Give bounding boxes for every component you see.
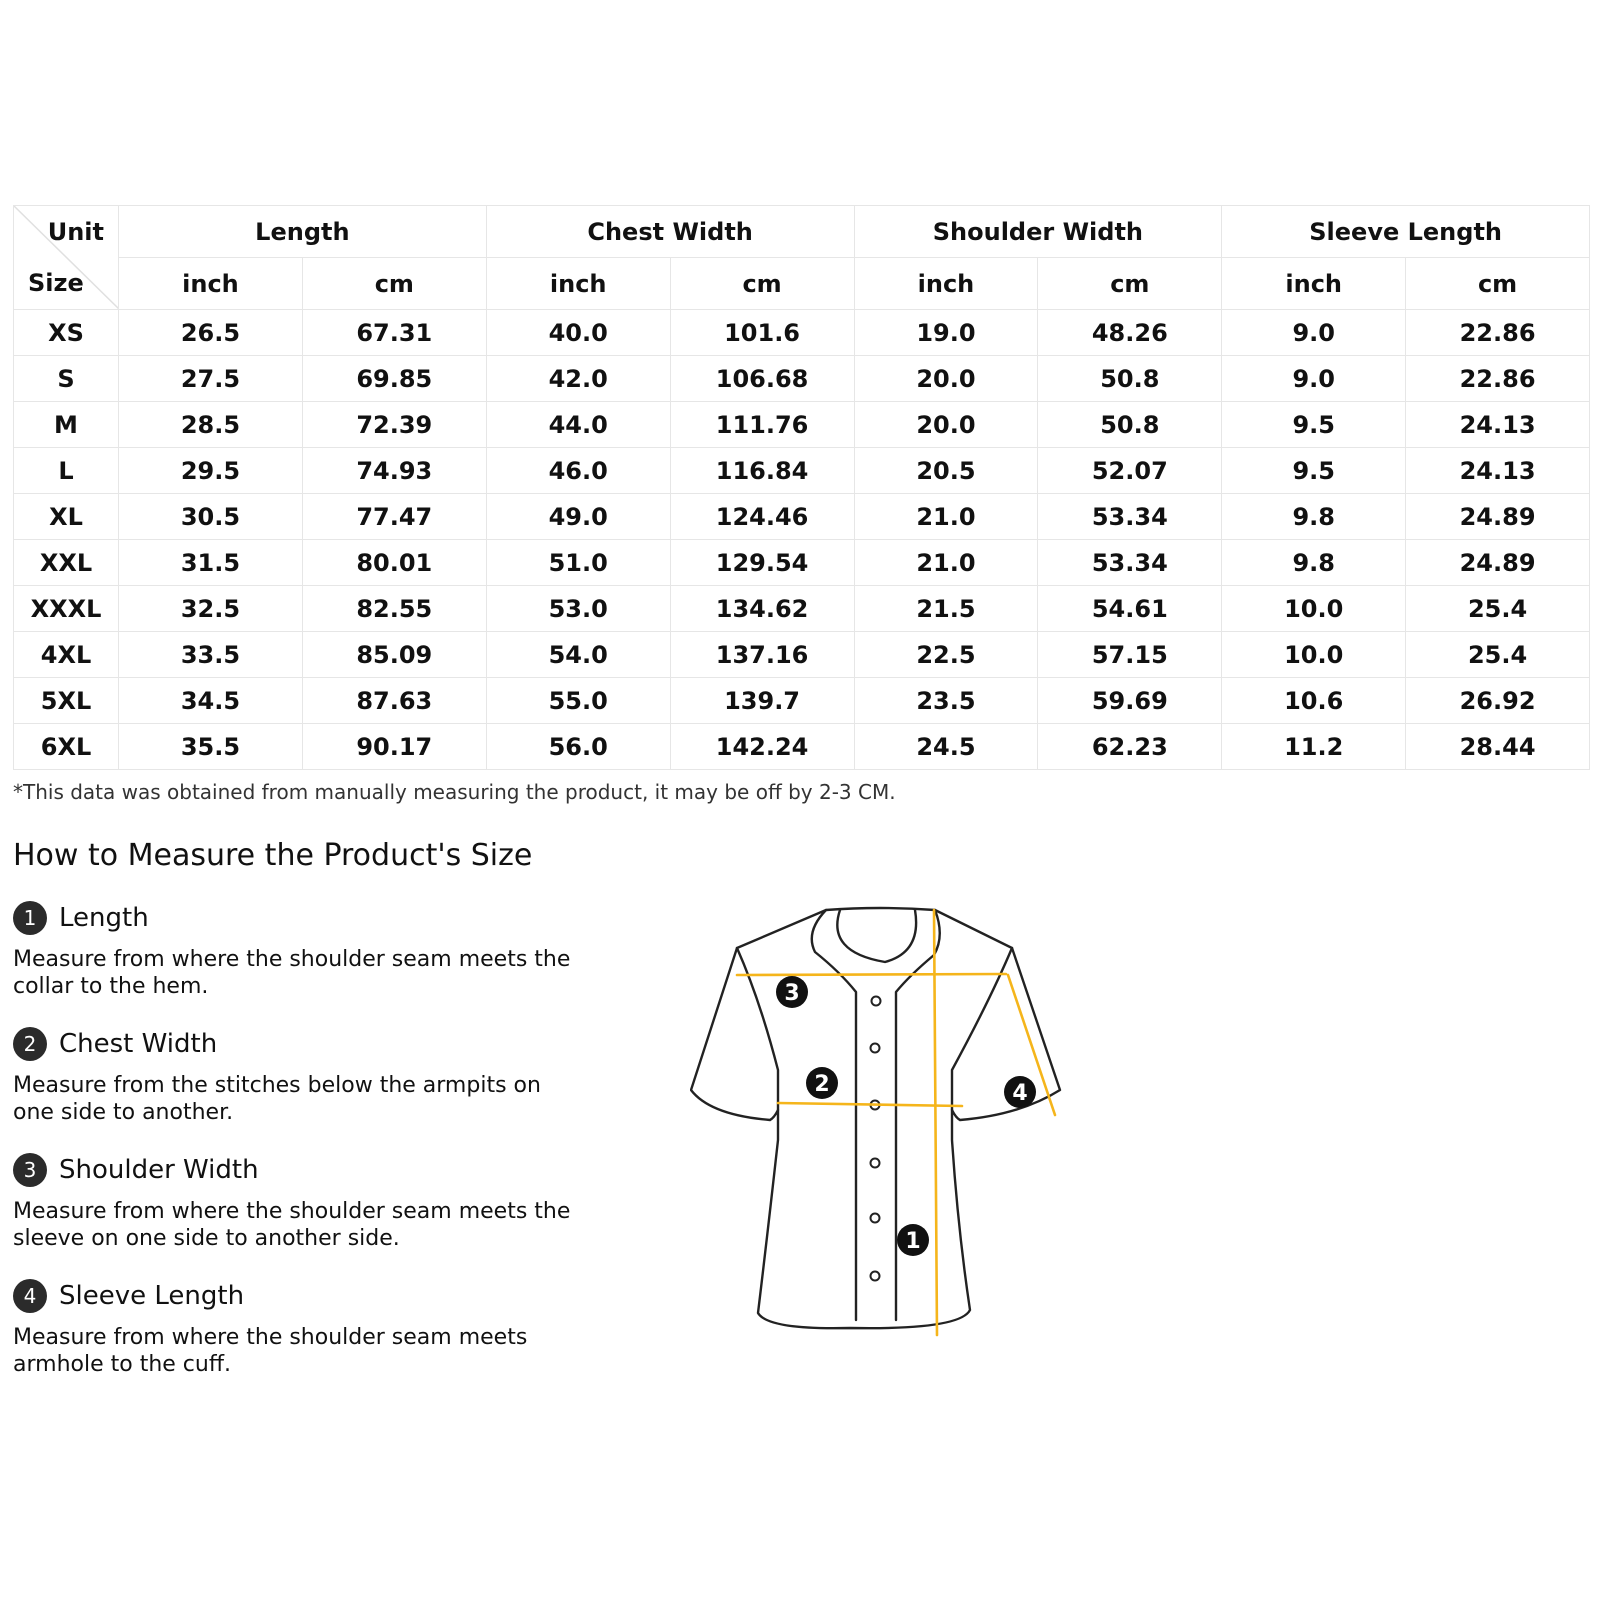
step-description: Measure from where the shoulder seam meets the collar to the hem. [13,947,571,999]
measurement-cell: 137.16 [670,632,854,678]
button [871,1159,880,1168]
table-row [14,724,1590,770]
measurement-cell: 48.26 [1038,310,1222,356]
measurement-cell: 24.13 [1406,448,1590,494]
button [871,1214,880,1223]
collar [812,910,856,1320]
shirt-measurement-diagram [690,880,1070,1340]
table-row [14,678,1590,724]
measurement-cell: 50.8 [1038,356,1222,402]
unit-header-cell: inch [854,258,1038,310]
measurement-cell: 142.24 [670,724,854,770]
unit-header-cell: inch [119,258,303,310]
marker-label: 3 [784,981,800,1006]
measurement-cell: 26.92 [1406,678,1590,724]
measurement-cell: 40.0 [486,310,670,356]
measurement-cell: 28.44 [1406,724,1590,770]
measurement-cell: 28.5 [119,402,303,448]
measurement-cell: 90.17 [302,724,486,770]
marker-label: 4 [1012,1081,1028,1106]
size-chart-table [13,205,1590,770]
measurement-cell: 49.0 [486,494,670,540]
unit-header-cell: cm [670,258,854,310]
measurement-cell: 21.0 [854,494,1038,540]
measurement-cell: 35.5 [119,724,303,770]
sleeve-seam [737,948,778,1110]
measurement-cell: 22.5 [854,632,1038,678]
table-row [14,310,1590,356]
table-row [14,356,1590,402]
size-cell: M [14,402,119,448]
measurement-cell: 11.2 [1222,724,1406,770]
measurement-cell: 77.47 [302,494,486,540]
measurement-cell: 69.85 [302,356,486,402]
size-cell: 5XL [14,678,119,724]
marker-2 [806,1067,838,1099]
measurement-cell: 72.39 [302,402,486,448]
size-label: Size [28,269,84,297]
measurement-cell: 26.5 [119,310,303,356]
table-row [14,540,1590,586]
step-description: Measure from where the shoulder seam meets the sleeve on one side to another side. [13,1199,571,1251]
size-cell: L [14,448,119,494]
size-cell: XXL [14,540,119,586]
step-title: Chest Width [59,1029,218,1059]
measurement-cell: 21.0 [854,540,1038,586]
measurement-cell: 9.0 [1222,356,1406,402]
measurement-cell: 46.0 [486,448,670,494]
measurement-cell: 53.0 [486,586,670,632]
step-title: Sleeve Length [59,1281,245,1311]
group-header-chest-width: Chest Width [486,206,854,258]
group-header-sleeve-length: Sleeve Length [1222,206,1590,258]
measurement-cell: 10.0 [1222,632,1406,678]
measurement-cell: 20.5 [854,448,1038,494]
measurement-cell: 34.5 [119,678,303,724]
measurement-cell: 85.09 [302,632,486,678]
measurement-cell: 55.0 [486,678,670,724]
button [871,1044,880,1053]
unit-header-cell: inch [1222,258,1406,310]
collar-band [837,910,916,962]
measurement-cell: 9.5 [1222,448,1406,494]
measurement-cell: 54.0 [486,632,670,678]
size-cell: 4XL [14,632,119,678]
guide-title: How to Measure the Product's Size [13,838,533,873]
unit-header-cell: cm [1406,258,1590,310]
measurement-cell: 134.62 [670,586,854,632]
button [872,997,881,1006]
button [871,1272,880,1281]
size-cell: XS [14,310,119,356]
measurement-cell: 10.6 [1222,678,1406,724]
marker-4 [1004,1076,1036,1108]
measurement-cell: 20.0 [854,402,1038,448]
unit-header-row [14,258,1590,310]
measurement-cell: 59.69 [1038,678,1222,724]
measurement-cell: 33.5 [119,632,303,678]
measurement-cell: 25.4 [1406,586,1590,632]
measurement-cell: 87.63 [302,678,486,724]
measurement-cell: 19.0 [854,310,1038,356]
measurement-cell: 101.6 [670,310,854,356]
unit-header-cell: cm [302,258,486,310]
measurement-cell: 23.5 [854,678,1038,724]
step-number-badge: 2 [13,1027,47,1061]
table-row [14,402,1590,448]
measurement-cell: 9.0 [1222,310,1406,356]
measurement-cell: 57.15 [1038,632,1222,678]
table-row [14,448,1590,494]
table-row [14,586,1590,632]
measurement-cell: 24.5 [854,724,1038,770]
step-number-badge: 4 [13,1279,47,1313]
measurement-cell: 124.46 [670,494,854,540]
step-description: Measure from the stitches below the armpits on one side to another. [13,1073,541,1125]
measurement-cell: 21.5 [854,586,1038,632]
shoulder-measure-line [737,974,1006,975]
size-cell: XXXL [14,586,119,632]
table-row [14,632,1590,678]
measurement-cell: 25.4 [1406,632,1590,678]
measurement-cell: 82.55 [302,586,486,632]
measurement-note: *This data was obtained from manually measuring the product, it may be off by 2-3 CM. [13,780,896,804]
marker-3 [776,976,808,1008]
measurement-cell: 51.0 [486,540,670,586]
step-length [13,900,573,1000]
measurement-cell: 24.13 [1406,402,1590,448]
unit-header-cell: inch [486,258,670,310]
marker-label: 1 [905,1229,921,1254]
size-rows [14,310,1590,770]
measurement-cell: 74.93 [302,448,486,494]
measurement-cell: 9.5 [1222,402,1406,448]
measurement-cell: 111.76 [670,402,854,448]
measurement-cell: 44.0 [486,402,670,448]
step-description: Measure from where the shoulder seam meets armhole to the cuff. [13,1325,528,1377]
measurement-cell: 24.89 [1406,540,1590,586]
measurement-cell: 62.23 [1038,724,1222,770]
group-header-row [14,206,1590,258]
measurement-cell: 106.68 [670,356,854,402]
measurement-cell: 32.5 [119,586,303,632]
measurement-cell: 29.5 [119,448,303,494]
marker-label: 2 [814,1072,830,1097]
measurement-cell: 67.31 [302,310,486,356]
measurement-cell: 54.61 [1038,586,1222,632]
size-cell: S [14,356,119,402]
measurement-cell: 9.8 [1222,494,1406,540]
measurement-cell: 9.8 [1222,540,1406,586]
measurement-cell: 52.07 [1038,448,1222,494]
sleeve-seam [952,948,1012,1110]
step-chest-width [13,1026,573,1126]
step-sleeve-length [13,1278,573,1378]
measurement-cell: 116.84 [670,448,854,494]
measurement-cell: 20.0 [854,356,1038,402]
measurement-cell: 30.5 [119,494,303,540]
measurement-cell: 24.89 [1406,494,1590,540]
measurement-cell: 53.34 [1038,540,1222,586]
measurement-cell: 80.01 [302,540,486,586]
measurement-cell: 139.7 [670,678,854,724]
unit-header-cell: cm [1038,258,1222,310]
measurement-cell: 31.5 [119,540,303,586]
step-shoulder-width [13,1152,573,1252]
measurement-cell: 56.0 [486,724,670,770]
group-header-shoulder-width: Shoulder Width [854,206,1222,258]
step-title: Shoulder Width [59,1155,259,1185]
measurement-cell: 22.86 [1406,310,1590,356]
size-cell: XL [14,494,119,540]
measurement-cell: 22.86 [1406,356,1590,402]
measurement-cell: 10.0 [1222,586,1406,632]
corner-header-cell [14,206,119,310]
step-title: Length [59,903,149,933]
unit-label: Unit [47,218,104,246]
measurement-cell: 27.5 [119,356,303,402]
measurement-cell: 129.54 [670,540,854,586]
marker-1 [897,1224,929,1256]
step-number-badge: 3 [13,1153,47,1187]
step-number-badge: 1 [13,901,47,935]
table-row [14,494,1590,540]
measurement-cell: 50.8 [1038,402,1222,448]
buttons [871,997,881,1281]
group-header-length: Length [119,206,487,258]
size-cell: 6XL [14,724,119,770]
measurement-cell: 53.34 [1038,494,1222,540]
measurement-cell: 42.0 [486,356,670,402]
